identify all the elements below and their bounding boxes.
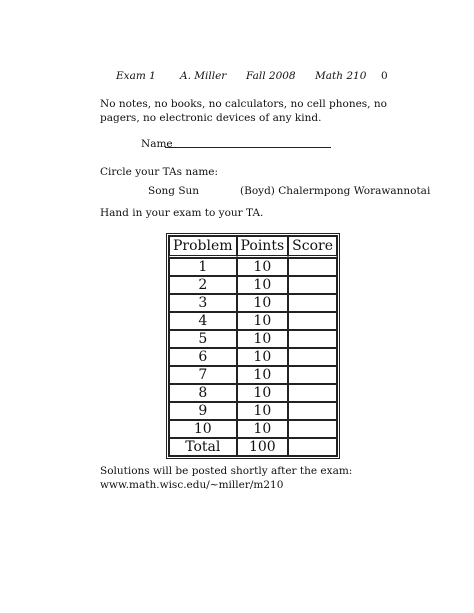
problem-score — [288, 258, 337, 276]
problem-points: 10 — [237, 276, 289, 294]
total-points: 100 — [237, 438, 289, 456]
problem-points: 10 — [237, 384, 289, 402]
solutions-note: Solutions will be posted shortly after the exam: — [100, 465, 353, 477]
table-row — [169, 384, 337, 402]
page-number: 0 — [381, 70, 388, 82]
hand-in-instruction: Hand in your exam to your TA. — [100, 207, 264, 219]
problem-points: 10 — [237, 330, 289, 348]
header-score: Score — [288, 236, 337, 258]
problem-score — [288, 276, 337, 294]
name-label: Name — [141, 138, 173, 150]
table-row — [169, 420, 337, 438]
exam-rules: No notes, no books, no calculators, no cell phones, no pagers, no electronic devices of any kind. — [100, 98, 387, 124]
table-row — [169, 258, 337, 276]
problem-score — [288, 366, 337, 384]
circle-ta-prompt: Circle your TAs name: — [100, 166, 219, 178]
problem-score — [288, 330, 337, 348]
problem-score — [288, 420, 337, 438]
table-row — [169, 402, 337, 420]
problem-number: 1 — [169, 258, 237, 276]
table-row — [169, 294, 337, 312]
problem-score — [288, 294, 337, 312]
problem-number: 6 — [169, 348, 237, 366]
total-score — [288, 438, 337, 456]
problem-number: 9 — [169, 402, 237, 420]
problem-score — [288, 312, 337, 330]
problem-points: 10 — [237, 366, 289, 384]
problem-points: 10 — [237, 420, 289, 438]
problem-number: 8 — [169, 384, 237, 402]
table-row — [169, 276, 337, 294]
exam-term: Fall 2008 — [246, 70, 296, 82]
exam-title: Exam 1 — [116, 70, 156, 82]
total-label: Total — [169, 438, 237, 456]
ta-option-song-sun[interactable]: Song Sun — [148, 185, 200, 197]
problem-score — [288, 402, 337, 420]
table-header-row — [169, 236, 337, 258]
header-points: Points — [237, 236, 289, 258]
problem-number: 2 — [169, 276, 237, 294]
problem-points: 10 — [237, 402, 289, 420]
table-total-row — [169, 438, 337, 456]
table-row — [169, 366, 337, 384]
problem-points: 10 — [237, 294, 289, 312]
problem-number: 7 — [169, 366, 237, 384]
table-row — [169, 348, 337, 366]
table-row — [169, 330, 337, 348]
problem-number: 10 — [169, 420, 237, 438]
solutions-url[interactable]: www.math.wisc.edu/∼miller/m210 — [100, 479, 284, 491]
header-problem: Problem — [169, 236, 237, 258]
ta-option-boyd[interactable]: (Boyd) Chalermpong Worawannotai — [240, 185, 431, 197]
table-row — [169, 312, 337, 330]
course-code: Math 210 — [315, 70, 367, 82]
score-table — [166, 233, 340, 459]
problem-number: 5 — [169, 330, 237, 348]
name-field-line[interactable] — [165, 147, 331, 148]
problem-score — [288, 384, 337, 402]
problem-points: 10 — [237, 258, 289, 276]
problem-points: 10 — [237, 312, 289, 330]
problem-number: 3 — [169, 294, 237, 312]
problem-number: 4 — [169, 312, 237, 330]
problem-points: 10 — [237, 348, 289, 366]
problem-score — [288, 348, 337, 366]
instructor-name: A. Miller — [180, 70, 227, 82]
